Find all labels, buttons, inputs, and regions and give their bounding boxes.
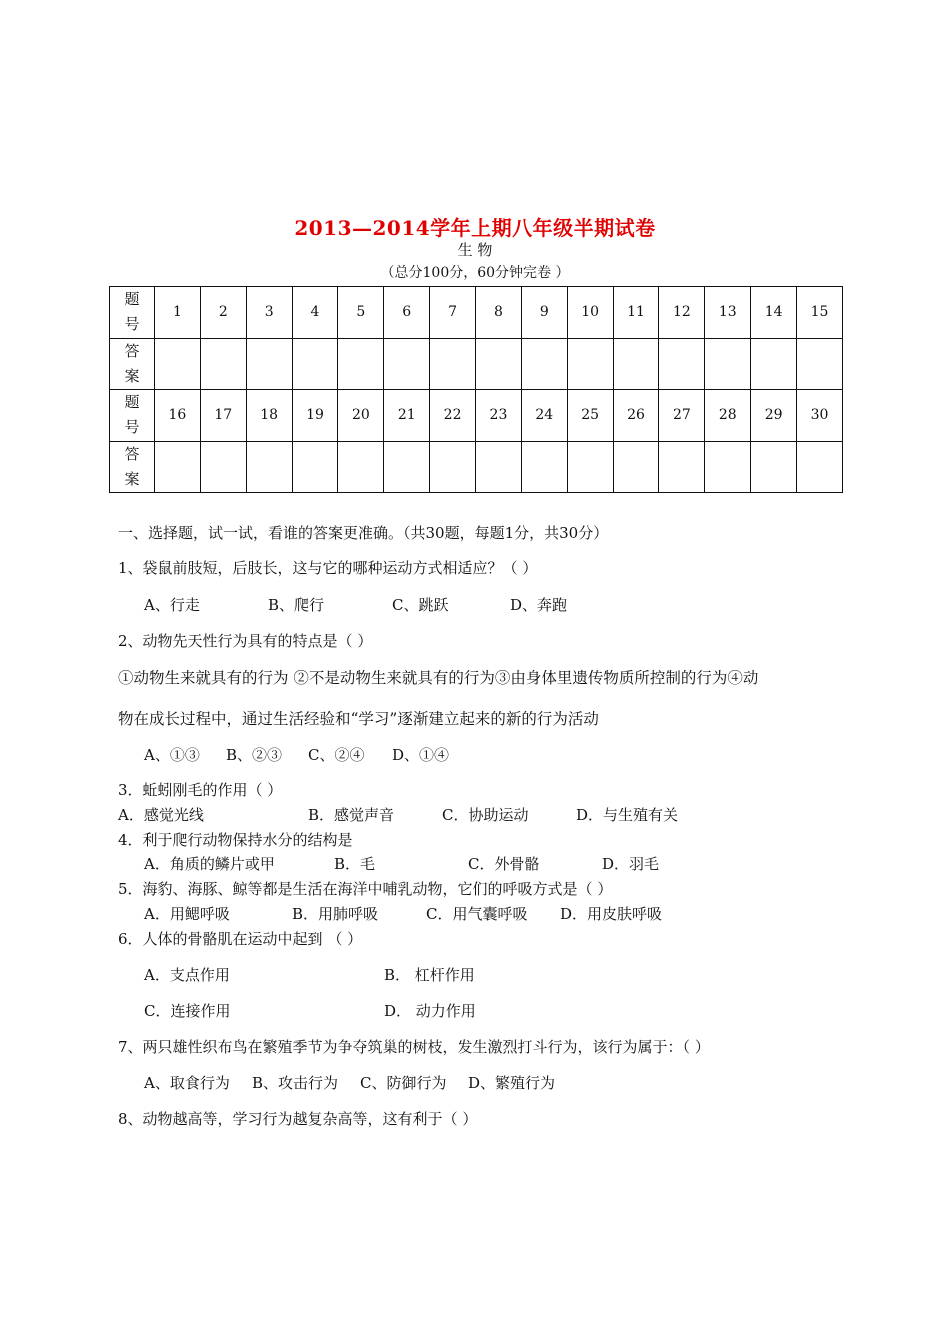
question-options: [144, 1000, 476, 1021]
question-number-cell: 12: [659, 287, 705, 339]
answer-cell[interactable]: [751, 338, 797, 390]
answer-table-answer-row: [110, 338, 843, 390]
question-stem: 5．海豹、海豚、鲸等都是生活在海洋中哺乳动物，它们的呼吸方式是（ ）: [118, 880, 613, 898]
option-d[interactable]: D．与生殖有关: [576, 806, 679, 824]
answer-cell[interactable]: [430, 338, 476, 390]
question-number-cell: 2: [200, 287, 246, 339]
answer-cell[interactable]: [430, 441, 476, 493]
question-number-cell: 25: [567, 390, 613, 442]
question-number-cell: 20: [338, 390, 384, 442]
question-number-cell: 19: [292, 390, 338, 442]
question-options: [144, 853, 659, 874]
question-number-cell: 4: [292, 287, 338, 339]
answer-cell[interactable]: [476, 338, 522, 390]
answer-cell[interactable]: [613, 338, 659, 390]
option-b[interactable]: B、②③: [226, 746, 283, 764]
option-a[interactable]: A、取食行为: [144, 1074, 230, 1092]
question-number-cell: 16: [155, 390, 201, 442]
option-d[interactable]: D．羽毛: [602, 855, 660, 873]
question-options: [144, 903, 662, 924]
option-a[interactable]: A、行走: [144, 596, 200, 614]
question-number-cell: 14: [751, 287, 797, 339]
option-a[interactable]: A．用鳃呼吸: [144, 905, 230, 923]
exam-note: （总分100分，60分钟完卷 ）: [380, 265, 570, 281]
question-number-cell: 29: [751, 390, 797, 442]
answer-cell[interactable]: [659, 338, 705, 390]
answer-cell[interactable]: [521, 338, 567, 390]
question-number-cell: 7: [430, 287, 476, 339]
question-number-cell: 3: [246, 287, 292, 339]
question-number-cell: 15: [797, 287, 843, 339]
option-c[interactable]: C、②④: [308, 746, 365, 764]
question-number-cell: 13: [705, 287, 751, 339]
option-b[interactable]: B． 杠杆作用: [384, 966, 475, 984]
question-number-label: 题 号: [110, 287, 155, 339]
question-stem: 6．人体的骨骼肌在运动中起到 （ ）: [118, 930, 363, 948]
question-number-cell: 23: [476, 390, 522, 442]
question-number-cell: 8: [476, 287, 522, 339]
answer-cell[interactable]: [751, 441, 797, 493]
answer-cell[interactable]: [338, 441, 384, 493]
question-number-cell: 10: [567, 287, 613, 339]
answer-cell[interactable]: [384, 441, 430, 493]
question-number-cell: 18: [246, 390, 292, 442]
answer-cell[interactable]: [292, 441, 338, 493]
question-number-cell: 30: [797, 390, 843, 442]
option-d[interactable]: D、①④: [392, 746, 450, 764]
option-b[interactable]: B．毛: [334, 855, 376, 873]
option-d[interactable]: D、奔跑: [510, 596, 568, 614]
answer-cell[interactable]: [155, 338, 201, 390]
option-c[interactable]: C．外骨骼: [468, 855, 540, 873]
answer-cell[interactable]: [292, 338, 338, 390]
question-stem: 1、袋鼠前肢短，后肢长，这与它的哪种运动方式相适应？（ ）: [118, 559, 538, 577]
option-c[interactable]: C、防御行为: [360, 1074, 447, 1092]
answer-cell[interactable]: [200, 441, 246, 493]
question-number-cell: 11: [613, 287, 659, 339]
answer-table: [109, 286, 843, 493]
option-a[interactable]: A．支点作用: [144, 966, 230, 984]
answer-table-number-row: [110, 390, 843, 442]
question-number-label: 题 号: [110, 390, 155, 442]
question-number-cell: 17: [200, 390, 246, 442]
answer-label: 答 案: [110, 441, 155, 493]
option-c[interactable]: C．用气囊呼吸: [426, 905, 528, 923]
answer-cell[interactable]: [155, 441, 201, 493]
question-number-cell: 9: [521, 287, 567, 339]
option-b[interactable]: B．用肺呼吸: [292, 905, 379, 923]
option-c[interactable]: C．协助运动: [442, 806, 529, 824]
question-options: [118, 804, 678, 825]
answer-cell[interactable]: [246, 441, 292, 493]
answer-cell[interactable]: [797, 441, 843, 493]
answer-cell[interactable]: [521, 441, 567, 493]
option-d[interactable]: D． 动力作用: [384, 1002, 476, 1020]
question-stem-continued: ①动物生来就具有的行为 ②不是动物生来就具有的行为③由身体里遗传物质所控制的行为④动: [118, 669, 759, 687]
answer-cell[interactable]: [567, 441, 613, 493]
answer-cell[interactable]: [705, 441, 751, 493]
answer-table-answer-row: [110, 441, 843, 493]
exam-subject: 生 物: [457, 241, 493, 259]
answer-label: 答 案: [110, 338, 155, 390]
question-options: [144, 594, 567, 615]
answer-cell[interactable]: [797, 338, 843, 390]
question-stem: 4．利于爬行动物保持水分的结构是: [118, 831, 353, 849]
question-options: [144, 744, 449, 765]
question-number-cell: 1: [155, 287, 201, 339]
option-a[interactable]: A、①③: [144, 746, 200, 764]
exam-title: 2013—2014学年上期八年级半期试卷: [294, 216, 656, 240]
question-options: [144, 964, 475, 985]
option-a[interactable]: A．角质的鳞片或甲: [144, 855, 275, 873]
answer-cell[interactable]: [338, 338, 384, 390]
question-number-cell: 26: [613, 390, 659, 442]
answer-cell[interactable]: [567, 338, 613, 390]
option-b[interactable]: B．感觉声音: [308, 806, 395, 824]
answer-cell[interactable]: [200, 338, 246, 390]
answer-cell[interactable]: [476, 441, 522, 493]
option-d[interactable]: D、繁殖行为: [468, 1074, 556, 1092]
question-number-cell: 21: [384, 390, 430, 442]
answer-cell[interactable]: [659, 441, 705, 493]
answer-cell[interactable]: [705, 338, 751, 390]
option-d[interactable]: D．用皮肤呼吸: [560, 905, 663, 923]
question-stem: 2、动物先天性行为具有的特点是（ ）: [118, 632, 373, 650]
option-a[interactable]: A．感觉光线: [118, 806, 204, 824]
question-number-cell: 27: [659, 390, 705, 442]
question-stem: 7、两只雄性织布鸟在繁殖季节为争夺筑巢的树枝，发生激烈打斗行为，该行为属于：（ ）: [118, 1038, 710, 1056]
question-options: [144, 1072, 555, 1093]
question-number-cell: 28: [705, 390, 751, 442]
option-b[interactable]: B、攻击行为: [252, 1074, 339, 1092]
question-stem-continued: 物在成长过程中，通过生活经验和“学习”逐渐建立起来的新的行为活动: [118, 710, 599, 728]
question-number-cell: 5: [338, 287, 384, 339]
answer-cell[interactable]: [384, 338, 430, 390]
section-heading: 一、选择题，试一试，看谁的答案更准确。（共30题，每题1分，共30分）: [118, 524, 609, 542]
option-c[interactable]: C．连接作用: [144, 1002, 231, 1020]
option-c[interactable]: C、跳跃: [392, 596, 449, 614]
answer-table-number-row: [110, 287, 843, 339]
option-b[interactable]: B、爬行: [268, 596, 325, 614]
question-number-cell: 6: [384, 287, 430, 339]
question-stem: 3．蚯蚓刚毛的作用（ ）: [118, 781, 283, 799]
answer-cell[interactable]: [246, 338, 292, 390]
question-stem: 8、动物越高等，学习行为越复杂高等，这有利于（ ）: [118, 1110, 478, 1128]
question-number-cell: 24: [521, 390, 567, 442]
answer-cell[interactable]: [613, 441, 659, 493]
question-number-cell: 22: [430, 390, 476, 442]
